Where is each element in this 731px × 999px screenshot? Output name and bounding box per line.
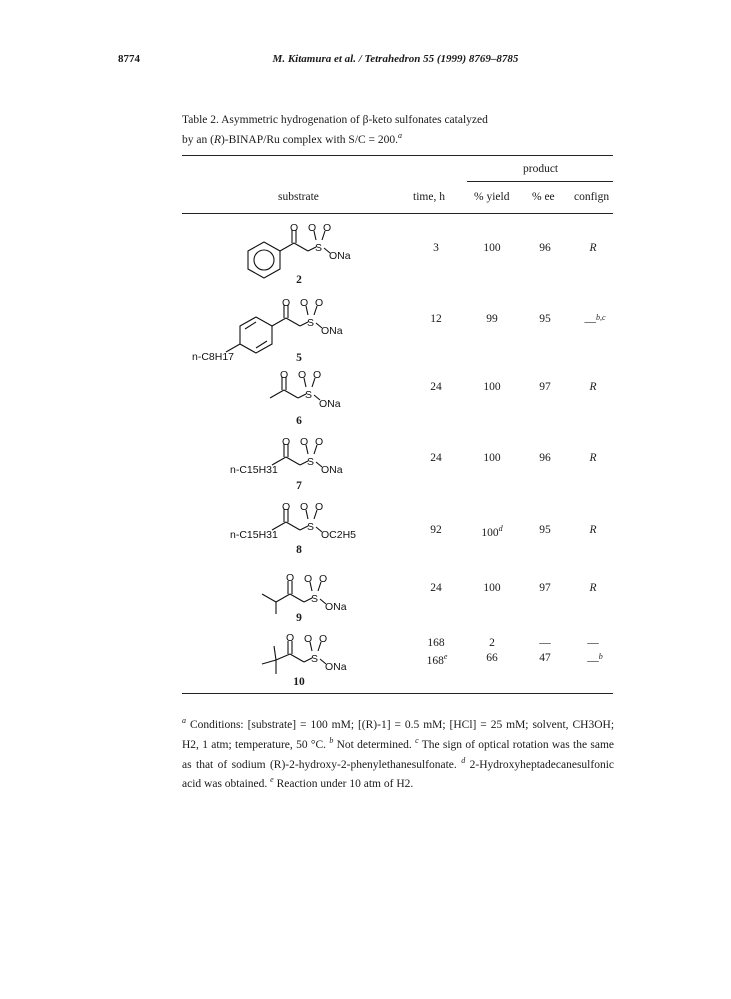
header-bottom-rule	[182, 213, 613, 214]
svg-text:O: O	[319, 633, 328, 645]
cell-ee: 47	[539, 652, 551, 664]
footnote-mark: b,c	[595, 313, 606, 322]
cell-yield: 100	[483, 381, 501, 393]
svg-text:O: O	[315, 436, 324, 448]
svg-text:O: O	[286, 572, 295, 584]
caption-text: by an (	[182, 133, 214, 146]
svg-text:O: O	[315, 297, 324, 309]
svg-text:O: O	[313, 370, 322, 381]
cell-config: R	[589, 381, 597, 393]
footnote-e: Reaction under 10 atm of H2.	[276, 778, 414, 791]
svg-text:O: O	[300, 436, 309, 448]
cell-yield: 66	[486, 652, 498, 664]
config-value: —	[584, 315, 596, 328]
cell-ee: 95	[539, 313, 551, 325]
svg-text:O: O	[308, 223, 317, 234]
col-header-ee: % ee	[532, 191, 555, 203]
svg-text:O: O	[298, 370, 307, 381]
svg-text:O: O	[286, 632, 295, 644]
compound-number: 2	[296, 274, 302, 286]
structure-6	[258, 370, 348, 417]
caption-text: )-BINAP/Ru complex with S/C = 200.	[220, 133, 399, 146]
footnote-mark: c	[415, 735, 419, 745]
svg-text:ONa: ONa	[319, 398, 341, 410]
cell-config: R	[589, 242, 597, 254]
cell-yield: 2	[489, 637, 495, 649]
cell-time: 168	[427, 637, 445, 649]
cell-config: —	[587, 637, 599, 649]
cell-config: R	[589, 524, 597, 536]
svg-text:O: O	[300, 501, 309, 513]
caption-line-2	[182, 128, 602, 148]
cell-yield: 100	[483, 242, 501, 254]
cell-config	[587, 652, 603, 667]
cell-yield: 100	[483, 452, 501, 464]
cell-time: 12	[430, 313, 442, 325]
compound-number: 10	[293, 676, 305, 688]
svg-text:ONa: ONa	[321, 464, 343, 476]
group-header-product: product	[523, 163, 559, 175]
table-caption	[182, 112, 602, 148]
footnote-mark: d	[461, 755, 466, 765]
running-head-text: M. Kitamura et al. / Tetrahedron 55 (1999) 8769–8785	[272, 53, 519, 65]
svg-text:n-C15H31: n-C15H31	[230, 529, 278, 541]
svg-text:S: S	[307, 521, 315, 533]
compound-number: 6	[296, 415, 302, 427]
svg-text:O: O	[280, 370, 289, 381]
col-header-config: confign	[574, 191, 610, 203]
col-header-yield: % yield	[474, 191, 510, 203]
cell-time: 24	[430, 452, 442, 464]
cell-config	[584, 313, 605, 328]
svg-text:ONa: ONa	[325, 601, 347, 613]
cell-yield: 100	[483, 582, 501, 594]
svg-text:O: O	[282, 501, 291, 513]
page-number: 8774	[118, 53, 140, 65]
running-head	[0, 53, 731, 65]
svg-text:O: O	[290, 223, 299, 234]
svg-text:O: O	[282, 297, 291, 309]
svg-text:n-C8H17: n-C8H17	[192, 351, 235, 362]
group-header-rule	[467, 181, 613, 182]
footnote-a: Conditions: [substrate] = 100 mM; [(R)-1] = 0.5 mM; [HCl] = 25 mM; solvent, CH3OH; H2, 1 atm; temperature, 50 °C.	[182, 718, 615, 751]
col-header-time: time, h	[413, 191, 445, 203]
svg-text:O: O	[304, 573, 313, 585]
cell-ee: 95	[539, 524, 551, 536]
cell-time: 24	[430, 582, 442, 594]
col-header-substrate: substrate	[278, 191, 319, 203]
time-value: 168	[426, 654, 444, 667]
cell-config: R	[589, 582, 597, 594]
svg-text:O: O	[319, 573, 328, 585]
svg-text:O: O	[300, 297, 309, 309]
footnote-mark: b	[598, 652, 603, 661]
cell-yield	[481, 524, 502, 539]
svg-text:S: S	[311, 653, 319, 665]
cell-ee: —	[539, 637, 551, 649]
structure-7	[228, 435, 358, 484]
footnote-mark: a	[182, 716, 186, 725]
table-bottom-rule	[182, 693, 613, 694]
svg-text:ONa: ONa	[321, 325, 343, 337]
svg-text:S: S	[311, 593, 319, 605]
footnote-mark: e	[443, 652, 448, 661]
cell-ee: 97	[539, 582, 551, 594]
cell-ee: 97	[539, 381, 551, 393]
cell-yield: 99	[486, 313, 498, 325]
footnote-mark: b	[329, 735, 334, 745]
benzene-ring	[248, 242, 280, 278]
svg-text:S: S	[307, 317, 315, 329]
cell-config: R	[589, 452, 597, 464]
structure-10	[252, 630, 352, 681]
structure-8	[228, 500, 378, 549]
footnote-mark: e	[270, 775, 274, 785]
footnote-b: Not determined.	[336, 738, 412, 751]
svg-text:S: S	[315, 242, 323, 254]
svg-text:O: O	[323, 223, 332, 234]
yield-value: 100	[481, 526, 499, 539]
svg-text:OC2H5: OC2H5	[321, 529, 357, 541]
footnote-d: 2-Hydroxyheptadecanesulfonic acid was obtained.	[182, 758, 615, 791]
structure-5	[190, 294, 370, 367]
svg-text:O: O	[315, 501, 324, 513]
cell-time: 24	[430, 381, 442, 393]
footnote-c: The sign of optical rotation was the same as that of sodium (R)-2-hydroxy-2-phenylethanesulfonate.	[182, 738, 615, 771]
svg-text:ONa: ONa	[325, 661, 347, 673]
svg-text:S: S	[305, 389, 313, 401]
caption-config: R	[213, 133, 221, 146]
cell-ee: 96	[539, 242, 551, 254]
cell-ee: 96	[539, 452, 551, 464]
cell-time	[427, 652, 448, 667]
compound-number: 7	[296, 480, 302, 492]
config-value: —	[587, 654, 599, 667]
svg-text:ONa: ONa	[329, 250, 351, 262]
table-footnotes	[182, 713, 614, 792]
compound-number: 8	[296, 544, 302, 556]
footnote-mark: a	[398, 131, 403, 140]
svg-text:n-C15H31: n-C15H31	[230, 464, 278, 476]
table-top-rule	[182, 155, 613, 156]
compound-number: 5	[296, 352, 302, 364]
cell-time: 3	[433, 242, 439, 254]
svg-text:S: S	[307, 456, 315, 468]
svg-text:O: O	[282, 436, 291, 448]
compound-number: 9	[296, 612, 302, 624]
footnote-mark: d	[498, 524, 503, 533]
caption-line-1: Table 2. Asymmetric hydrogenation of β-keto sulfonates catalyzed	[182, 114, 488, 126]
cell-time: 92	[430, 524, 442, 536]
aromatic-circle	[254, 250, 274, 270]
svg-text:O: O	[304, 633, 313, 645]
